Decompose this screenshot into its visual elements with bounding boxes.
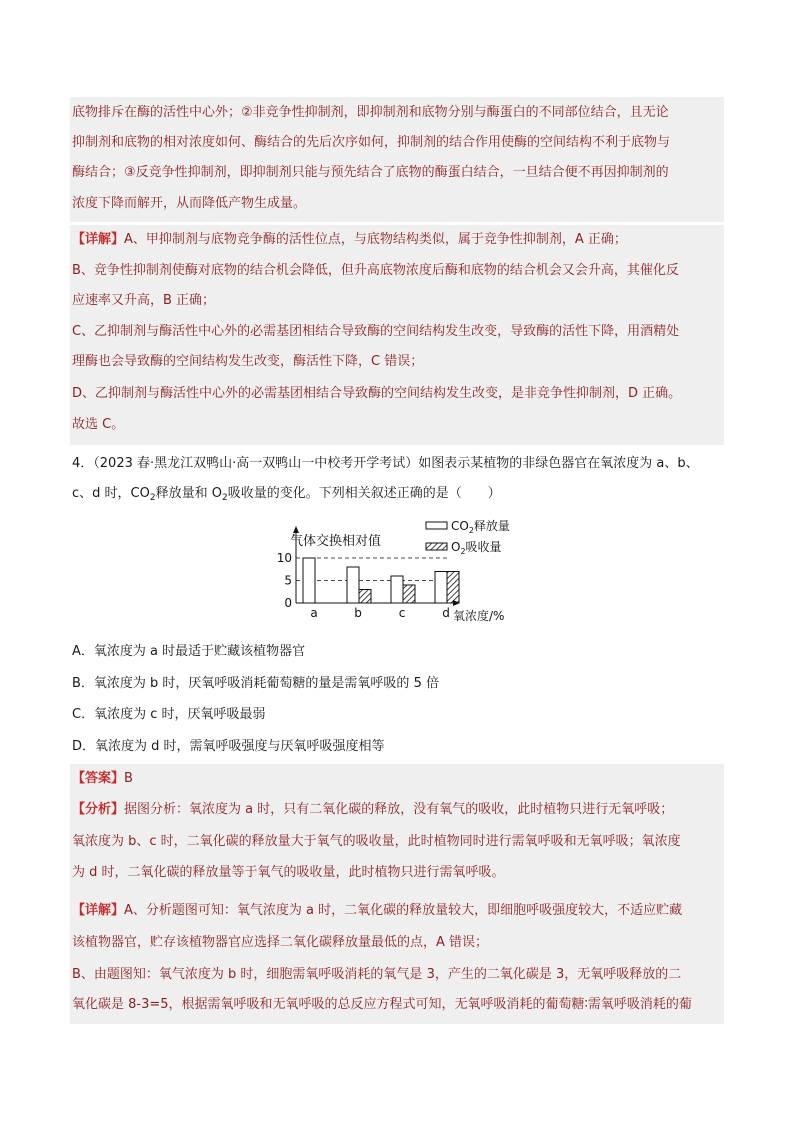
option-a[interactable]: A．氧浓度为 a 时最适于贮藏该植物器官 xyxy=(72,644,306,659)
bar-o2-d xyxy=(447,572,459,604)
bar-co2-c xyxy=(391,576,403,603)
bar-o2-b xyxy=(359,590,371,604)
y-tick-label: 10 xyxy=(276,551,292,565)
answer-line xyxy=(72,770,133,788)
detail2-tag: 【详解】 xyxy=(72,903,125,918)
analysis-tag: 【分析】 xyxy=(72,802,125,817)
legend-label-o2: $O_2$吸收量 xyxy=(451,540,502,556)
detail2-line-b2: 氧化碳是 8-3=5，根据需氧呼吸和无氧呼吸的总反应方程式可知，无氧呼吸消耗的葡萄糖∶需氧呼吸消耗的葡 xyxy=(72,997,692,1012)
bar-o2-c xyxy=(403,585,415,603)
question-stem-line2: c、d 时，$CO_2$释放量和 $O_2$吸收量的变化。下列相关叙述正确的是（ ） xyxy=(72,486,501,503)
analysis-line: 酶结合；③反竞争性抑制剂，即抑制剂只能与预先结合了底物的酶蛋白结合，一旦结合便不再因抑制剂的 xyxy=(72,165,669,180)
x-category-label-d: d xyxy=(442,606,450,620)
option-d[interactable]: D．氧浓度为 d 时，需氧呼吸强度与厌氧呼吸强度相等 xyxy=(72,739,385,754)
chart-legend xyxy=(426,519,510,556)
analysis2-line3: 为 d 时，二氧化碳的释放量等于氧气的吸收量，此时植物只进行需氧呼吸。 xyxy=(72,865,505,880)
gas-exchange-bar-chart xyxy=(270,512,530,622)
detail-tag: 【详解】 xyxy=(72,232,125,247)
x-category-label-c: c xyxy=(398,606,406,620)
analysis-line: 抑制剂和底物的相对浓度如何、酶结合的先后次序如何，抑制剂的结合作用使酶的空间结构不利于底物与 xyxy=(72,135,671,150)
detail-line-a xyxy=(72,231,627,249)
detail2-line-b1: B、由题图知：氧气浓度为 b 时，细胞需氧呼吸消耗的氧气是 3，产生的二氧化碳是 3，无氧呼吸释放的二 xyxy=(72,967,682,982)
bar-co2-a xyxy=(303,558,315,603)
legend-swatch-co2 xyxy=(426,522,447,529)
bar-co2-d xyxy=(435,572,447,604)
x-category-label-b: b xyxy=(354,606,362,620)
x-category-label-a: a xyxy=(310,606,318,620)
analysis-line: 底物排斥在酶的活性中心外；②非竞争性抑制剂，即抑制剂和底物分别与酶蛋白的不同部位结合，且无论 xyxy=(72,105,669,120)
question-stem-line1: 4．（2023 春·黑龙江双鸭山·高一双鸭山一中校考开学考试）如图表示某植物的非绿色器官在氧浓度为 a、b、 xyxy=(72,456,699,471)
y-axis-arrow xyxy=(293,526,299,533)
detail-line-c1: C、乙抑制剂与酶活性中心外的必需基团相结合导致酶的空间结构发生改变，导致酶的活性下降，用酒精处 xyxy=(72,324,680,339)
detail-line-d: D、乙抑制剂与酶活性中心外的必需基团相结合导致酶的空间结构发生改变，是非竞争性抑制剂，D 正确。 xyxy=(72,386,682,401)
analysis2-line2: 氧浓度为 b、c 时，二氧化碳的释放量大于氧气的吸收量，此时植物同时进行需氧呼吸和无氧呼吸；氧浓度 xyxy=(72,834,681,849)
chart-marks xyxy=(277,551,459,620)
detail-text: A、甲抑制剂与底物竞争酶的活性位点，与底物结构类似，属于竞争性抑制剂，A 正确； xyxy=(124,232,627,247)
detail2-line-a1: 【详解】A、分析题图可知：氧气浓度为 a 时，二氧化碳的释放量较大，即细胞呼吸强度较大，不适应贮藏 xyxy=(72,903,683,918)
detail-conclusion: 故选 C。 xyxy=(72,417,125,432)
detail-line-c2: 理酶也会导致酶的空间结构发生改变，酶活性下降，C 错误； xyxy=(72,354,424,369)
y-tick-label: 0 xyxy=(284,596,292,610)
analysis2-line1: 【分析】据图分析：氧浓度为 a 时，只有二氧化碳的释放，没有氧气的吸收，此时植物只进行无氧呼吸； xyxy=(72,802,674,817)
analysis-line: 浓度下降而解开，从而降低产物生成量。 xyxy=(72,196,307,211)
option-b[interactable]: B．氧浓度为 b 时，厌氧呼吸消耗葡萄糖的量是需氧呼吸的 5 倍 xyxy=(72,676,439,691)
legend-label-co2: $CO_2$释放量 xyxy=(451,519,510,535)
detail-line-b1: B、竞争性抑制剂使酶对底物的结合机会降低，但升高底物浓度后酶和底物的结合机会又会升高，其催化反 xyxy=(72,263,679,278)
answer-tag: 【答案】 xyxy=(72,771,125,786)
legend-swatch-o2 xyxy=(426,543,447,550)
detail2-line-a2: 该植物器官，贮存该植物器官应选择二氧化碳释放量最低的点，A 错误； xyxy=(72,935,489,950)
answer-value: B xyxy=(124,771,133,786)
detail-line-b2: 应速率又升高，B 正确； xyxy=(72,293,216,308)
y-axis-title: 气体交换相对值 xyxy=(290,534,382,549)
x-axis-title: 氧浓度/% xyxy=(453,609,505,622)
bar-co2-b xyxy=(347,567,359,603)
option-c[interactable]: C．氧浓度为 c 时，厌氧呼吸最弱 xyxy=(72,707,266,722)
y-tick-label: 5 xyxy=(284,573,292,588)
